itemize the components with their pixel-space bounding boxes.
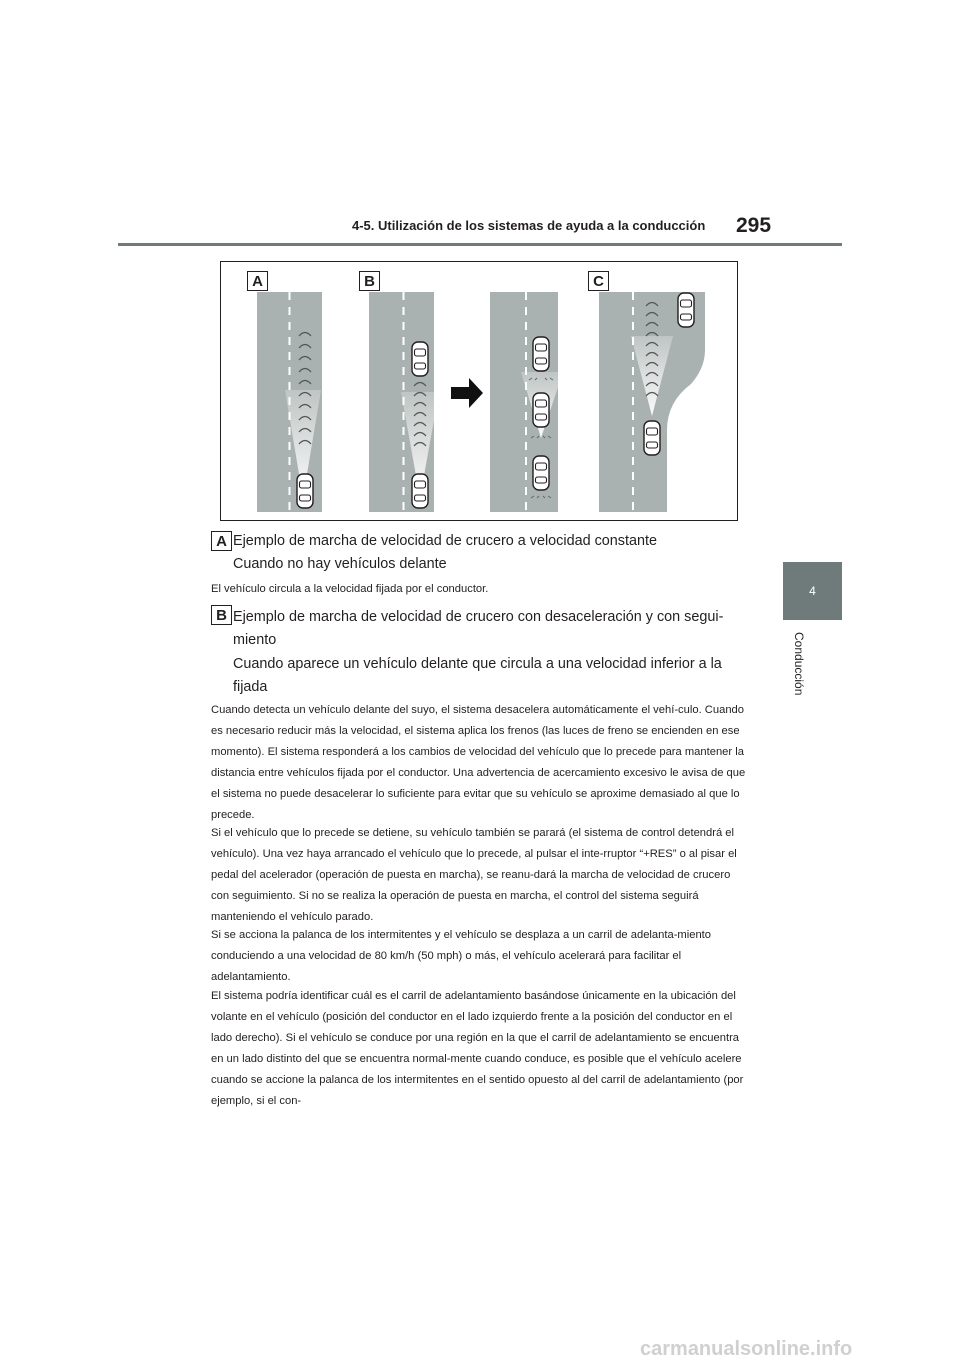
cruise-control-figure <box>220 261 738 521</box>
paragraph: Cuando detecta un vehículo delante del suyo, el sistema desacelera automáticamente el vehí-culo. Cuando es necesario reducir más la velocidad, el sistema aplica los frenos (las luces de freno se encienden en ese momento). El sistema responderá a los cambios de velocidad del vehículo que lo precede para mantener la distancia entre vehículos fijada por el conductor. Una advertencia de acercamiento excesivo le avisa de que el sistema no puede desacelerar lo suficiente para evitar que su vehículo se aproxime demasiado al que lo precede. <box>211 704 746 821</box>
figure-label-b: B <box>359 271 380 291</box>
chapter-number: 4 <box>809 584 816 598</box>
figure-label-c: C <box>588 271 609 291</box>
footer-watermark: carmanualsonline.info <box>640 1338 853 1360</box>
section-b-subtitle-line2: fijada <box>233 679 268 695</box>
road-b-following <box>490 292 563 512</box>
page-number: 295 <box>736 214 772 237</box>
transition-arrow <box>451 378 483 408</box>
section-a-title: Ejemplo de marcha de velocidad de crucero a velocidad constante <box>233 533 657 549</box>
section-b-title-line2: miento <box>233 632 277 648</box>
road-a <box>257 292 322 512</box>
figure-label-a: A <box>247 271 268 291</box>
paragraph: Si se acciona la palanca de los intermitentes y el vehículo se desplaza a un carril de adelanta-miento conduciendo a una velocidad de 80 km/h (50 mph) o más, el vehículo acelerará para facilitar el adelantamiento. <box>211 929 711 983</box>
road-b <box>369 292 439 512</box>
section-b-subtitle-line1: Cuando aparece un vehículo delante que circula a una velocidad inferior a la <box>233 656 722 672</box>
section-a-subtitle: Cuando no hay vehículos delante <box>233 556 447 572</box>
section-a-body: El vehículo circula a la velocidad fijada por el conductor. <box>211 583 489 595</box>
section-b-tag: B <box>211 605 232 625</box>
road-c <box>599 292 705 512</box>
figure-illustration <box>221 262 737 520</box>
header-rule <box>118 243 842 246</box>
section-title: 4-5. Utilización de los sistemas de ayuda a la conducción <box>352 218 706 233</box>
chapter-tab[interactable] <box>783 562 842 620</box>
chapter-label: Conducción <box>792 632 806 696</box>
paragraph: Si el vehículo que lo precede se detiene, su vehículo también se parará (el sistema de control detendrá el vehículo). Una vez haya arrancado el vehículo que lo precede, al pulsar el inte-rruptor “+RES” o al pisar el pedal del acelerador (operación de puesta en marcha), se reanu-dará la marcha de velocidad de crucero con seguimiento. Si no se realiza la operación de puesta en marcha, el control del sistema seguirá manteniendo el vehículo parado. <box>211 827 737 923</box>
paragraph: El sistema podría identificar cuál es el carril de adelantamiento basándose únicamente en la ubicación del volante en el vehículo (posición del conductor en el lado izquierdo frente a la posición del conductor en el lado derecho). Si el vehículo se conduce por una región en la que el carril de adelantamiento se encuentra en un lado distinto del que se encuentra normal-mente cuando conduce, es posible que el vehículo acelere cuando se accione la palanca de los intermitentes en el sentido opuesto al del carril de adelantamiento (por ejemplo, si el con- <box>211 990 744 1107</box>
section-a-tag: A <box>211 531 232 551</box>
section-b-title-line1: Ejemplo de marcha de velocidad de crucero con desaceleración y con segui- <box>233 609 724 625</box>
